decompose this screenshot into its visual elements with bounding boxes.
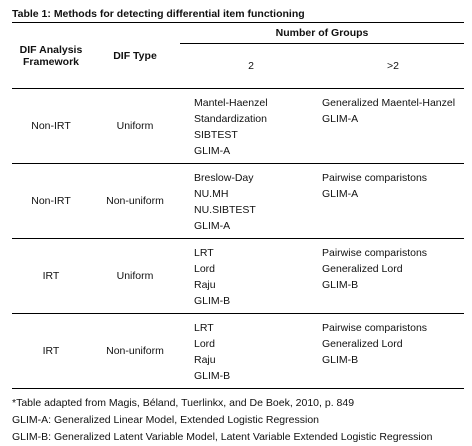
method-item: Standardization <box>194 113 267 125</box>
glim-a-note: GLIM-A: Generalized Linear Model, Extended Logistic Regression <box>12 414 319 426</box>
header-number-of-groups: Number of Groups <box>180 23 464 44</box>
method-item: Raju <box>194 279 216 291</box>
method-item: GLIM-B <box>322 354 359 366</box>
dif-type-cell: Uniform <box>90 89 180 164</box>
method-item: GLIM-A <box>322 113 359 125</box>
header-framework: DIF Analysis Framework <box>12 23 90 89</box>
dif-type-cell: Non-uniform <box>90 314 180 389</box>
glim-b-note: GLIM-B: Generalized Latent Variable Model, Latent Variable Extended Logistic Regression <box>12 431 433 443</box>
method-item: Generalized Maentel-Hanzel <box>322 97 456 109</box>
header-row-1 <box>12 23 464 44</box>
multi-group-methods <box>322 239 464 314</box>
table-row <box>12 314 464 389</box>
method-item: Pairwise comparistons <box>322 322 428 334</box>
framework-cell: Non-IRT <box>12 164 90 239</box>
method-item: Generalized Lord <box>322 263 403 275</box>
method-item: GLIM-B <box>322 279 359 291</box>
dif-methods-table <box>12 23 464 389</box>
table-row <box>12 164 464 239</box>
multi-group-methods <box>322 89 464 164</box>
method-item: Breslow-Day <box>194 172 254 184</box>
table-notes <box>12 395 464 446</box>
header-more-groups: >2 <box>322 44 464 89</box>
framework-cell: IRT <box>12 314 90 389</box>
table-row <box>12 239 464 314</box>
table-caption: Table 1: Methods for detecting differential item functioning <box>12 6 464 23</box>
two-group-methods <box>180 89 322 164</box>
two-group-methods <box>180 239 322 314</box>
method-item: Generalized Lord <box>322 338 403 350</box>
multi-group-methods <box>322 164 464 239</box>
dif-type-cell: Non-uniform <box>90 164 180 239</box>
multi-group-methods <box>322 314 464 389</box>
two-group-methods <box>180 164 322 239</box>
header-two-groups: 2 <box>180 44 322 89</box>
table-container <box>12 6 464 446</box>
method-item: LRT <box>194 247 214 259</box>
method-item: Raju <box>194 354 216 366</box>
method-item: Lord <box>194 338 216 350</box>
method-item: GLIM-A <box>322 188 359 200</box>
method-item: GLIM-B <box>194 295 231 307</box>
method-item: NU.MH <box>194 188 229 200</box>
table-row <box>12 89 464 164</box>
method-item: NU.SIBTEST <box>194 204 256 216</box>
source-note: *Table adapted from Magis, Béland, Tuerlinkx, and De Boek, 2010, p. 849 <box>12 397 355 409</box>
dif-type-cell: Uniform <box>90 239 180 314</box>
method-item: Pairwise comparistons <box>322 247 428 259</box>
method-item: SIBTEST <box>194 129 238 141</box>
framework-cell: Non-IRT <box>12 89 90 164</box>
method-item: GLIM-B <box>194 370 231 382</box>
header-dif-type: DIF Type <box>90 23 180 89</box>
framework-cell: IRT <box>12 239 90 314</box>
method-item: GLIM-A <box>194 145 231 157</box>
method-item: Pairwise comparistons <box>322 172 428 184</box>
method-item: Mantel-Haenzel <box>194 97 268 109</box>
method-item: LRT <box>194 322 214 334</box>
method-item: GLIM-A <box>194 220 231 232</box>
method-item: Lord <box>194 263 216 275</box>
two-group-methods <box>180 314 322 389</box>
